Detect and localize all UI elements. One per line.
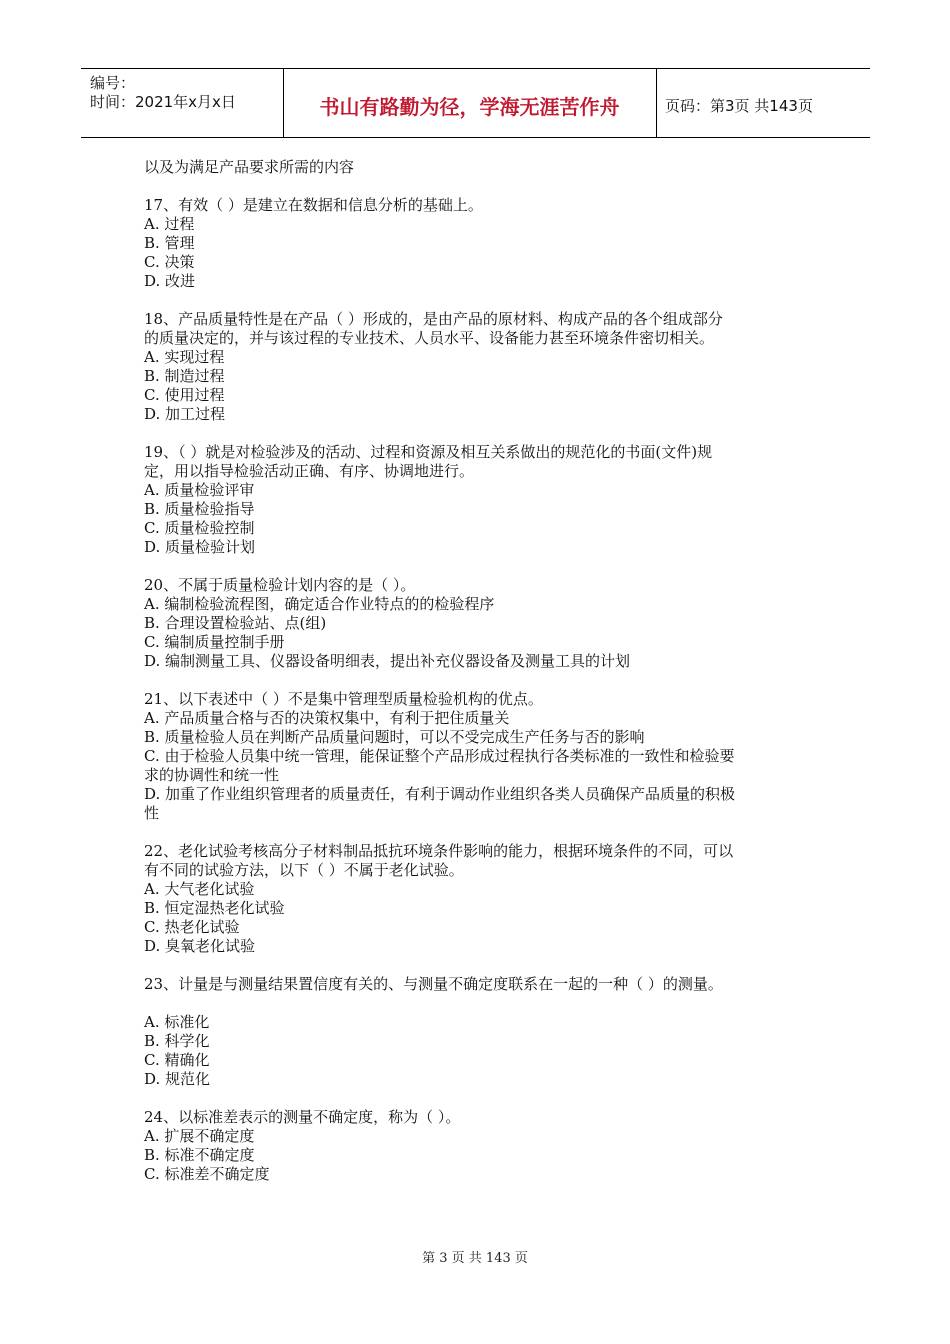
question-item: [144, 576, 814, 671]
answer-option: A. 标准化: [144, 1013, 210, 1031]
question-stem: 21、以下表述中（ ）不是集中管理型质量检验机构的优点。: [144, 690, 543, 708]
answer-option: C. 由于检验人员集中统一管理，能保证整个产品形成过程执行各类标准的一致性和检验要: [144, 747, 735, 765]
question-stem: 20、不属于质量检验计划内容的是（ ）。: [144, 576, 416, 594]
question-item: [144, 196, 814, 291]
answer-option: A. 产品质量合格与否的决策权集中，有利于把住质量关: [144, 709, 510, 727]
answer-option: C. 使用过程: [144, 386, 225, 404]
answer-options: [144, 1013, 814, 1089]
answer-option: B. 质量检验人员在判断产品质量问题时，可以不受完成生产任务与否的影响: [144, 728, 645, 746]
answer-options: [144, 709, 814, 823]
answer-option: B. 标准不确定度: [144, 1146, 255, 1164]
answer-option: C. 热老化试验: [144, 918, 240, 936]
answer-option: A. 质量检验评审: [144, 481, 255, 499]
document-date: 时间：2021年x月x日: [90, 93, 236, 111]
question-stem: 19、（ ）就是对检验涉及的活动、过程和资源及相互关系做出的规范化的书面(文件)规: [144, 443, 713, 461]
answer-option: C. 决策: [144, 253, 195, 271]
question-content: [144, 158, 814, 1184]
answer-option: B. 制造过程: [144, 367, 225, 385]
answer-option: D. 加重了作业组织管理者的质量责任，有利于调动作业组织各类人员确保产品质量的积极: [144, 785, 736, 803]
answer-options: [144, 1127, 814, 1184]
question-stem: 定，用以指导检验活动正确、有序、协调地进行。: [144, 462, 475, 480]
answer-option: C. 精确化: [144, 1051, 210, 1069]
answer-option: D. 加工过程: [144, 405, 226, 423]
question-item: [144, 443, 814, 557]
answer-option: 性: [144, 804, 160, 822]
question-list: [144, 196, 814, 1184]
answer-option: D. 编制测量工具、仪器设备明细表，提出补充仪器设备及测量工具的计划: [144, 652, 631, 670]
answer-option: A. 大气老化试验: [144, 880, 255, 898]
question-stem: 22、老化试验考核高分子材料制品抵抗环境条件影响的能力，根据环境条件的不同，可以: [144, 842, 734, 860]
answer-option: A. 过程: [144, 215, 195, 233]
header-middle-cell: [283, 69, 657, 137]
question-stem: 18、产品质量特性是在产品（ ）形成的，是由产品的原材料、构成产品的各个组成部分: [144, 310, 723, 328]
header-right-cell: [656, 69, 870, 137]
header-motto: 书山有路勤为径，学海无涯苦作舟: [319, 95, 620, 119]
answer-option: D. 改进: [144, 272, 196, 290]
answer-option: C. 质量检验控制: [144, 519, 255, 537]
answer-option: B. 管理: [144, 234, 195, 252]
answer-option: B. 合理设置检验站、点(组): [144, 614, 327, 632]
answer-options: [144, 215, 814, 291]
answer-options: [144, 880, 814, 956]
continued-text: 以及为满足产品要求所需的内容: [144, 158, 355, 176]
question-stem: 23、计量是与测量结果置信度有关的、与测量不确定度联系在一起的一种（ ）的测量。: [144, 975, 723, 993]
page-header: [81, 68, 870, 138]
answer-option: A. 编制检验流程图，确定适合作业特点的的检验程序: [144, 595, 495, 613]
answer-option: A. 扩展不确定度: [144, 1127, 255, 1145]
answer-option: C. 标准差不确定度: [144, 1165, 270, 1183]
answer-option: D. 质量检验计划: [144, 538, 256, 556]
answer-options: [144, 348, 814, 424]
question-item: [144, 842, 814, 956]
page-footer: 第 3 页 共 143 页: [422, 1251, 528, 1266]
question-stem: 17、有效（ ）是建立在数据和信息分析的基础上。: [144, 196, 483, 214]
answer-options: [144, 595, 814, 671]
header-page-info: 页码：第3页 共143页: [665, 97, 813, 115]
answer-option: B. 质量检验指导: [144, 500, 255, 518]
answer-options: [144, 481, 814, 557]
question-stem: 有不同的试验方法，以下（ ）不属于老化试验。: [144, 861, 464, 879]
answer-option: 求的协调性和统一性: [144, 766, 280, 784]
answer-option: D. 规范化: [144, 1070, 211, 1088]
answer-option: B. 恒定湿热老化试验: [144, 899, 285, 917]
question-item: [144, 310, 814, 424]
answer-option: B. 科学化: [144, 1032, 210, 1050]
question-item: [144, 690, 814, 823]
question-stem: 24、以标准差表示的测量不确定度，称为（ ）。: [144, 1108, 461, 1126]
answer-option: D. 臭氧老化试验: [144, 937, 256, 955]
question-item: [144, 1108, 814, 1184]
header-left-cell: [81, 69, 284, 137]
answer-option: A. 实现过程: [144, 348, 225, 366]
question-item: [144, 975, 814, 1089]
answer-option: C. 编制质量控制手册: [144, 633, 285, 651]
document-number-label: 编号：: [90, 74, 136, 92]
question-stem: 的质量决定的，并与该过程的专业技术、人员水平、设备能力甚至环境条件密切相关。: [144, 329, 715, 347]
